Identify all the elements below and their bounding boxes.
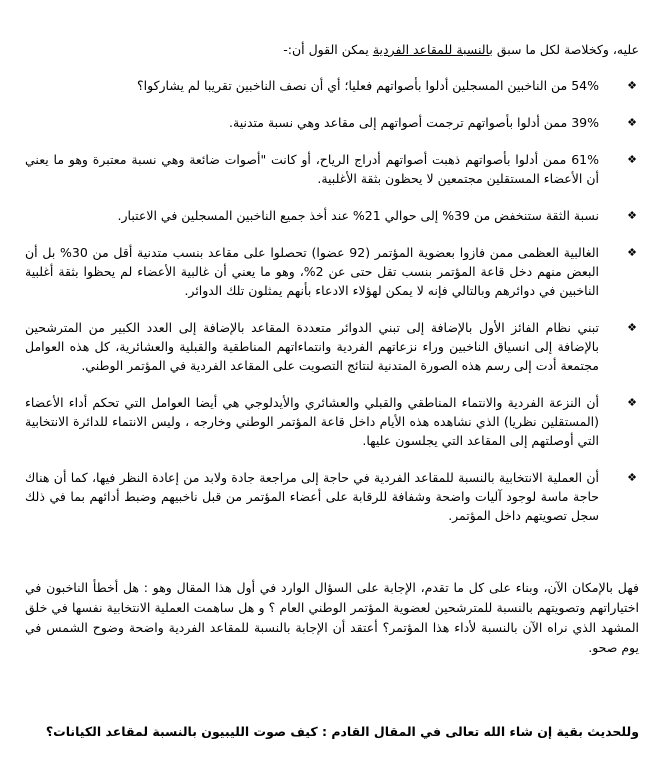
list-item-text: تبني نظام الفائز الأول بالإضافة إلى تبني الدوائر متعددة المقاعد بالإضافة إلى العدد الكبير من المترشحين بالإضافة إلى انسياق الناخبين وراء نزعاتهم الفردية وانتماءاتهم المناطقية والقبلية والعشائرية، كل هذه العوامل مجتمعة أدت إلى رسم هذه الصورة المتدنية لنتائج التصويت على المقاعد الفردية في المؤتمر الوطني. [25,320,599,373]
list-item [25,393,645,450]
intro-text-after: يمكن القول أن:- [283,42,369,57]
intro-text-before: عليه، وكخلاصة لكل ما سبق [496,42,639,57]
diamond-bullet-icon: ❖ [627,153,637,166]
diamond-bullet-icon: ❖ [627,396,637,409]
list-item-text: 39% ممن أدلوا بأصواتهم ترجمت أصواتهم إلى مقاعد وهي نسبة متدنية. [229,115,599,130]
list-item-text: الغالبية العظمى ممن فازوا بعضوية المؤتمر (92 عضوا) تحصلوا على مقاعد بنسب متدنية أقل من 30% بل أن البعض منهم دخل قاعة المؤتمر بنسب تقل حتى عن 2%، وهو ما يعني أن غالبية الأعضاء لم يحظوا بثقة أغلبية الناخبين في دوائرهم وبالتالي فإنه لا يمكن لهؤلاء الادعاء بأنهم يمثلون تلك الدوائر. [25,245,599,298]
list-item [25,468,645,525]
list-item [25,113,645,132]
list-item-text: نسبة الثقة ستنخفض من 39% إلى حوالي 21% عند أخذ جميع الناخبين المسجلين في الاعتبار. [117,208,599,223]
closing-paragraph: فهل بالإمكان الآن، وبناء على كل ما تقدم، الإجابة على السؤال الوارد في أول هذا المقال وهو : هل أخطأ الناخبون في اختياراتهم وتصويتهم بالنسبة للمترشحين لعضوية المؤتمر الوطني العام ؟ و هل ساهمت العملية الانتخابية نفسها في خلق المشهد الذي نراه الآن بالنسبة لأداء هذا المؤتمر؟ أعتقد أن الإجابة بالنسبة للمقاعد الفردية واضحة وضوح الشمس في يوم صحو. [25,580,639,655]
list-item [25,206,645,225]
intro-paragraph [39,40,639,60]
list-item-text: أن العملية الانتخابية بالنسبة للمقاعد الفردية في حاجة إلى مراجعة جادة ولابد من إعادة النظر فيها، كما أن هناك حاجة ماسة لوجود آليات واضحة وشفافة للرقابة على أعضاء المؤتمر من قبل ناخبيهم وضبط أدائهم بما في ذلك سجل تصويتهم داخل المؤتمر. [25,470,599,523]
list-item-text: 54% من الناخبين المسجلين أدلوا بأصواتهم فعليا؛ أي أن نصف الناخبين تقريبا لم يشاركوا؟ [136,78,599,93]
findings-list [25,76,645,543]
list-item [25,318,645,375]
diamond-bullet-icon: ❖ [627,471,637,484]
final-note: وللحديث بقية إن شاء الله تعالى في المقال القادم : كيف صوت الليبيون بالنسبة لمقاعد الكيانات؟ [45,724,639,739]
diamond-bullet-icon: ❖ [627,116,637,129]
list-item [25,150,645,188]
diamond-bullet-icon: ❖ [627,246,637,259]
list-item [25,76,645,95]
list-item-text: 61% ممن أدلوا بأصواتهم ذهبت أصواتهم أدراج الرياح، أو كانت "أصوات ضائعة وهي نسبة معتبرة وهو ما يعني أن الأعضاء المستقلين مجتمعين لا يحظون بثقة الأغلبية. [25,152,599,186]
diamond-bullet-icon: ❖ [627,209,637,222]
diamond-bullet-icon: ❖ [627,79,637,92]
intro-underlined-text: بالنسبة للمقاعد الفردية [372,42,493,57]
diamond-bullet-icon: ❖ [627,321,637,334]
list-item-text: أن النزعة الفردية والانتماء المناطقي والقبلي والعشائري والأيدلوجي هي أيضا العوامل التي تحكم أداء الأعضاء (المستقلين نظريا) الذي نشاهده هذه الأيام داخل قاعة المؤتمر الوطني وخارجه ، وليس الانتماء للدائرة الانتخابية التي أوصلتهم إلى المقاعد التي يجلسون عليها. [25,395,599,448]
list-item [25,243,645,300]
